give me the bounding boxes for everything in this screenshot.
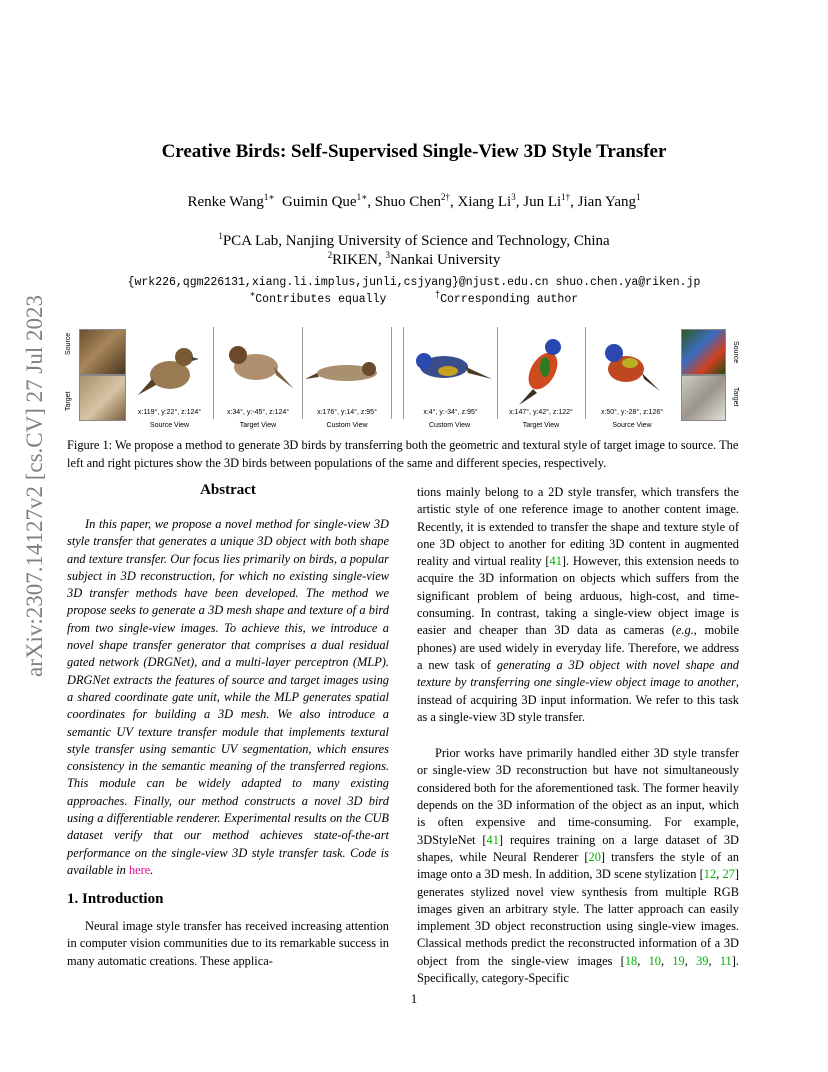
author-emails: {wrk226,qgm226131,xiang.li.implus,junli,csjyang}@njust.edu.cn shuo.chen.ya@riken.jp	[127, 276, 701, 289]
panel-6-coords: x:50°, y:-28°, z:126°	[600, 409, 664, 416]
bird-render-2	[214, 327, 302, 407]
render-panel-5	[497, 327, 586, 419]
paper-title: Creative Birds: Self-Supervised Single-View 3D Style Transfer	[161, 141, 667, 162]
bird-render-4	[404, 327, 497, 407]
page-number: 1	[410, 991, 418, 1006]
abstract-body: In this paper, we propose a novel method for single-view 3D style transfer that generates a unique 3D object with both shape and texture transfer. Our focus lies primarily on birds, a popular subject in 3D reconstruction, for which no existing single-view 3D transfer methods have been developed. The method we propose seeks to generate a 3D mesh shape and texture of a bird from two single-view images. To achieve this, we introduce a novel shape transfer generator that comprises a dual residual gated network (DRGNet), and a multi-layer perceptron (MLP). DRGNet extracts the features of source and target images using a shared coordinate gate unit, while the MLP generates spatial coordinates for building a 3D mesh. We also introduce a semantic UV texture transfer module that implements textural style transfer using semantic UV segmentation, which ensures consistency in the semantic meaning of the transferred regions. This module can be widely adapted to many existing approaches. Finally, our method constructs a novel 3D bird using a differentiable renderer. Experimental results on the CUB dataset verify that our method achieves state-of-the-art performance on the single-view 3D style transfer task. Code is available in here.	[67, 517, 389, 877]
intro-heading: 1. Introduction	[67, 891, 164, 907]
panel-4-coords: x:4°, y:-34°, z:95°	[423, 409, 478, 416]
ref-link[interactable]: 11	[719, 953, 732, 968]
code-link[interactable]: here	[128, 862, 151, 877]
abstract-heading: Abstract	[200, 482, 256, 498]
ref-link[interactable]: 27	[722, 867, 735, 882]
right-target-image	[681, 375, 726, 421]
panel-5-label: Target View	[522, 422, 560, 429]
panel-5-coords: x:147°, y:42°, z:122°	[509, 409, 573, 416]
render-panel-6	[586, 327, 678, 419]
author-list: Renke Wang$^{1∗}$ Guimin Que$^{1∗}$, Shuo Chen$^{2\dagger}$, Xiang Li$^3$, Jun $Li^{1\dagger}$, Jian Yang$^1$	[187, 192, 641, 210]
left-target-image	[79, 375, 126, 421]
left-source-image	[79, 329, 126, 375]
panel-4-label: Custom View	[428, 422, 471, 429]
left-target-label: Target	[65, 391, 72, 411]
right-source-image	[681, 329, 726, 375]
bird-render-5	[497, 327, 585, 407]
figure-caption: Figure 1: We propose a method to generate 3D birds by transferring both the geometric and textural style of target image to source. The left and right pictures show the 3D birds between populations of the same and different species, respectively.	[67, 438, 739, 470]
left-source-label: Source	[65, 332, 72, 355]
panel-3-coords: x:176°, y:14°, z:95°	[317, 409, 377, 416]
bird-render-6	[586, 327, 678, 407]
panel-1-coords: x:119°, y:22°, z:124°	[137, 409, 202, 416]
author-notes: ∗Contributes equally †Corresponding author	[249, 290, 579, 306]
affiliation-2: $^2$RIKEN, $^3$Nankai University	[327, 250, 501, 268]
panel-1-label: Source View	[149, 422, 190, 429]
bird-render-1	[126, 327, 213, 407]
right-para-1: tions mainly belong to a 2D style transfer, which transfers the artistic style of one reference image to another content image. Recently, it is extended to transfer the shape and texture style of one 3D object to another for editing 3D content in augmented reality and virtual reality [41]. However, this extension needs to acquire the 3D information on objects which suffers from the significant problem of being arduous, high-cost, and time-consuming. In contrast, taking a single-view object image is easier and cheaper than 3D data as cameras (e.g., mobile phones) are used widely in everyday life. Therefore, we address a new task of generating a 3D object with novel shape and texture by transferring one single-view object image to another, instead of acquiring 3D input information. We refer to this task as a single-view 3D style transfer.	[417, 485, 739, 724]
arxiv-stamp-text: arXiv:2307.14127v2 [cs.CV] 27 Jul 2023	[22, 294, 47, 678]
affiliation-1: $^1$PCA Lab, Nanjing University of Science and Technology, China	[218, 231, 610, 249]
ref-link[interactable]: 41	[549, 554, 562, 569]
ref-link[interactable]: 20	[588, 849, 601, 864]
ref-link[interactable]: 12	[703, 867, 717, 882]
ref-link[interactable]: 18	[624, 953, 638, 968]
figure-1	[67, 327, 747, 431]
panel-2-label: Target View	[239, 422, 277, 429]
ref-link[interactable]: 19	[672, 953, 685, 968]
render-panel-4	[403, 327, 498, 419]
right-column	[417, 484, 739, 987]
panel-6-label: Source View	[612, 422, 652, 429]
panel-2-coords: x:34°, y:-45°, z:124°	[226, 409, 290, 416]
render-panel-3	[303, 327, 392, 419]
panel-3-label: Custom View	[326, 422, 368, 429]
bird-render-3	[303, 327, 391, 407]
arxiv-stamp	[22, 296, 48, 676]
right-target-label: Target	[732, 387, 739, 407]
right-source-label: Source	[732, 341, 739, 364]
ref-link[interactable]: 10	[648, 953, 661, 968]
ref-link[interactable]: 41	[486, 832, 499, 847]
render-panel-2	[214, 327, 303, 419]
render-panel-1	[126, 327, 214, 419]
intro-body: Neural image style transfer has received increasing attention in computer vision communities due to its remarkable success in many automatic creations. These applica-	[67, 919, 389, 968]
ref-link[interactable]: 39	[696, 953, 709, 968]
right-para-2: Prior works have primarily handled either 3D style transfer or single-view 3D reconstruction but have not simultaneously considered both for the aforementioned task. The former heavily depends on the 3D information of the object as an input, which is often expensive and time-consuming. For example, 3DStyleNet [41] requires training on a large dataset of 3D shapes, while Neural Renderer [20] transfers the style of an image onto a 3D mesh. In addition, 3D scene stylization [12, 27] generates stylized novel view synthesis from multiple RGB images given an arbitrary style. The latter approach can easily implement 3D object reconstruction using single-view images. Classical methods predict the reconstructed information of a 3D object from the single-view images [18, 10, 19, 39, 11]. Specifically, category-Specific	[417, 746, 739, 986]
